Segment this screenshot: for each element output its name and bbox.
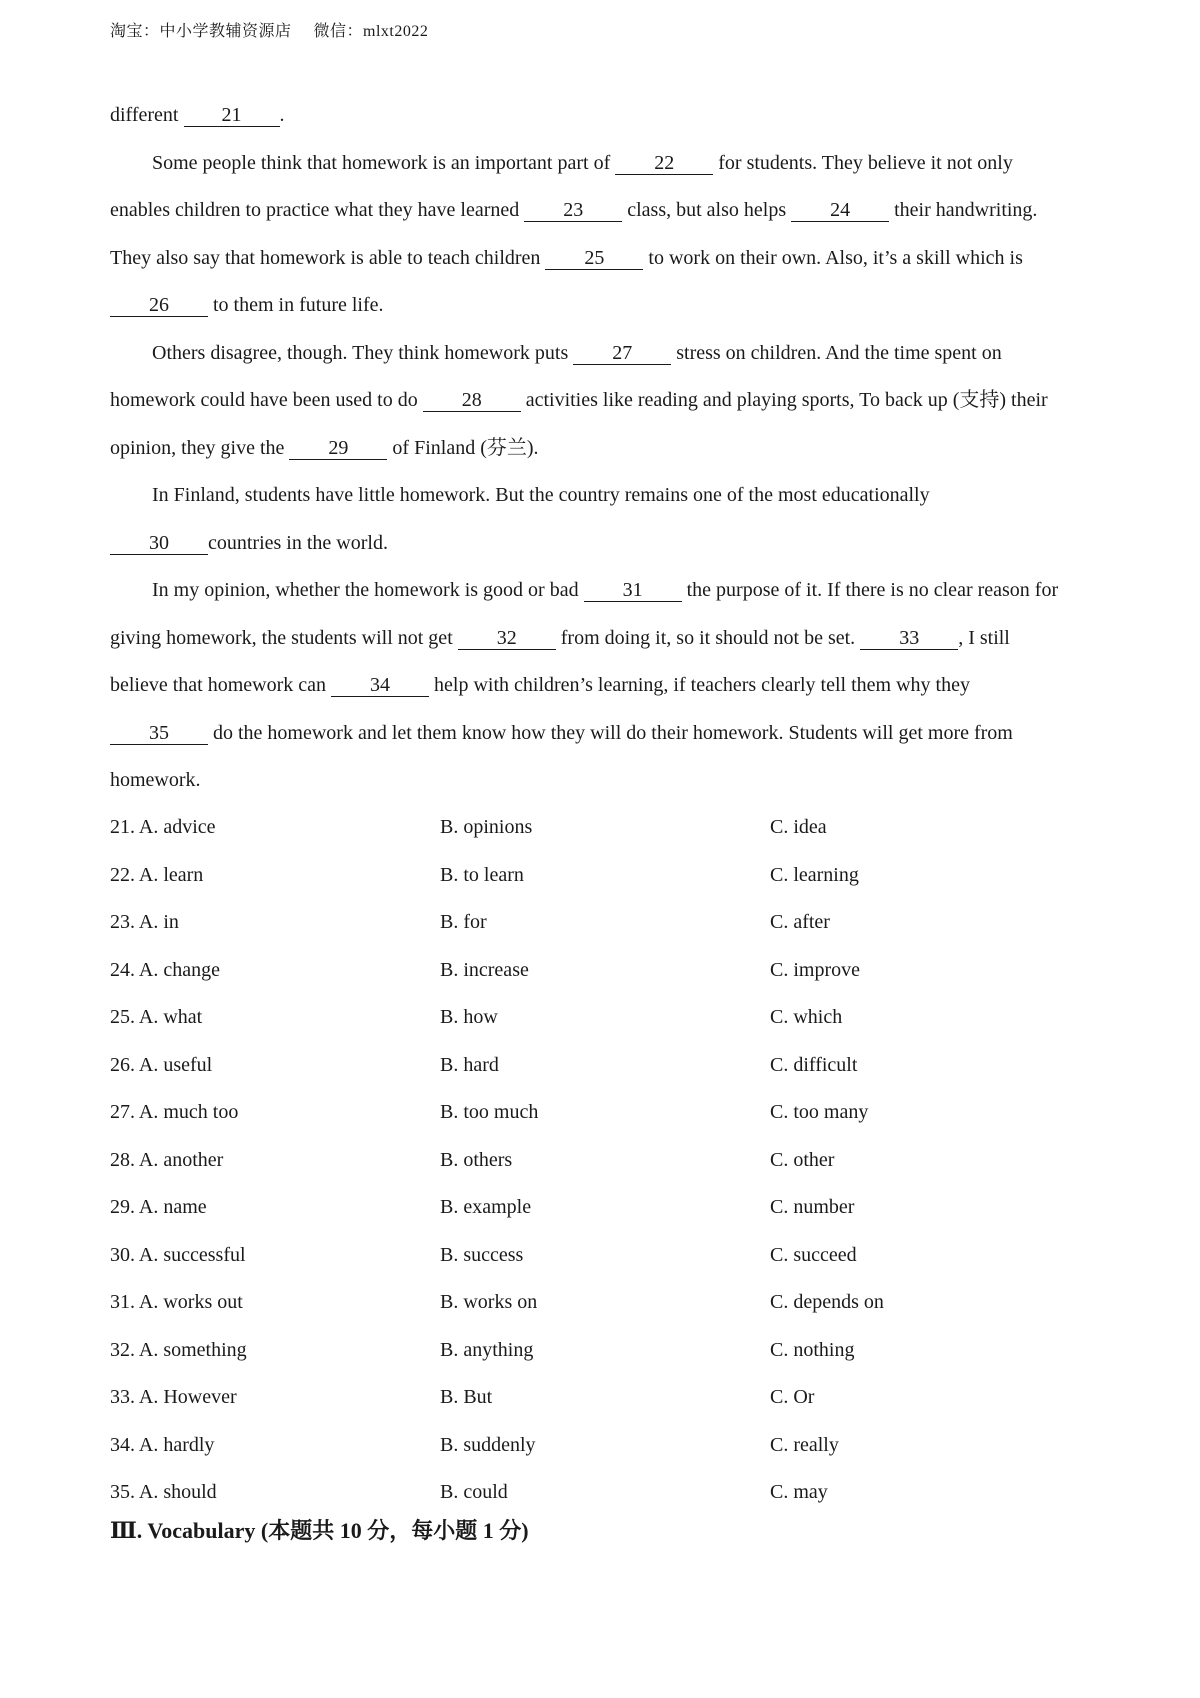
option-b: B. works on bbox=[440, 1291, 538, 1313]
passage-text: believe that homework can bbox=[110, 674, 332, 696]
option-b: B. others bbox=[440, 1148, 513, 1171]
passage-text: different bbox=[110, 104, 184, 126]
passage-text: enables children to practice what they have learned bbox=[110, 199, 525, 221]
passage-text: of Finland (芬兰). bbox=[387, 436, 539, 459]
option-b: B. opinions bbox=[440, 816, 533, 838]
option-c: C. difficult bbox=[770, 1053, 858, 1076]
option-b: B. suddenly bbox=[440, 1433, 536, 1456]
option-a: 32. A. something bbox=[110, 1338, 247, 1361]
wechat-label: 微信：mlxt2022 bbox=[313, 23, 429, 40]
passage-text: class, but also helps bbox=[622, 199, 792, 221]
passage-line bbox=[110, 662, 1100, 710]
option-b: B. too much bbox=[440, 1101, 539, 1123]
passage-text: , I still bbox=[958, 626, 1010, 649]
option-a: 29. A. name bbox=[110, 1196, 207, 1218]
cloze-passage bbox=[110, 92, 1100, 805]
option-row bbox=[110, 1137, 1100, 1185]
passage-text: do the homework and let them know how they will do their homework. Students will get more from bbox=[208, 721, 1013, 744]
blank-21: 21 bbox=[184, 104, 280, 127]
option-row bbox=[110, 1469, 1100, 1517]
passage-text: the purpose of it. If there is no clear reason for bbox=[681, 579, 1059, 601]
option-row bbox=[110, 1089, 1100, 1137]
passage-text: . bbox=[279, 104, 285, 126]
option-a: 34. A. hardly bbox=[110, 1433, 215, 1456]
blank-28: 28 bbox=[423, 389, 521, 412]
blank-30: 30 bbox=[110, 532, 208, 555]
passage-text: opinion, they give the bbox=[110, 436, 290, 459]
passage-line bbox=[110, 615, 1100, 663]
option-c: C. nothing bbox=[770, 1338, 855, 1361]
option-c: C. other bbox=[770, 1148, 835, 1171]
section-heading: Ⅲ. Vocabulary (本题共 10 分，每小题 1 分) bbox=[110, 1518, 529, 1543]
passage-text: from doing it, so it should not be set. bbox=[555, 626, 861, 649]
option-b: B. But bbox=[440, 1386, 493, 1408]
option-c: C. learning bbox=[770, 863, 859, 886]
passage-text: In Finland, students have little homework. But the country remains one of the most educationally bbox=[152, 484, 930, 506]
option-b: B. for bbox=[440, 911, 487, 933]
passage-text: for students. They believe it not only bbox=[713, 151, 1013, 174]
option-a: 26. A. useful bbox=[110, 1053, 213, 1076]
option-a: 28. A. another bbox=[110, 1148, 224, 1171]
passage-line bbox=[110, 520, 1100, 568]
shop-label: 淘宝：中小学教辅资源店 bbox=[110, 23, 292, 40]
blank-23: 23 bbox=[524, 199, 622, 222]
option-a: 21. A. advice bbox=[110, 816, 216, 838]
passage-line bbox=[110, 140, 1100, 188]
option-c: C. number bbox=[770, 1196, 855, 1218]
option-row bbox=[110, 1327, 1100, 1375]
passage-text: stress on children. And the time spent on bbox=[671, 341, 1002, 364]
blank-27: 27 bbox=[573, 342, 671, 365]
passage-line bbox=[110, 710, 1100, 758]
option-row bbox=[110, 994, 1100, 1042]
option-a: 22. A. learn bbox=[110, 863, 204, 886]
option-row bbox=[110, 1184, 1100, 1232]
passage-text: They also say that homework is able to teach children bbox=[110, 246, 546, 269]
page-header bbox=[110, 18, 428, 41]
blank-32: 32 bbox=[458, 627, 556, 650]
passage-text: help with children’s learning, if teachers clearly tell them why they bbox=[429, 674, 970, 696]
blank-22: 22 bbox=[615, 152, 713, 175]
blank-25: 25 bbox=[545, 247, 643, 270]
option-a: 33. A. However bbox=[110, 1386, 237, 1408]
passage-line bbox=[110, 425, 1100, 473]
option-row bbox=[110, 1374, 1100, 1422]
option-row bbox=[110, 1422, 1100, 1470]
option-c: C. succeed bbox=[770, 1243, 857, 1266]
passage-line bbox=[110, 567, 1100, 615]
option-b: B. example bbox=[440, 1196, 532, 1218]
passage-text: activities like reading and playing sports, To back up (支持) their bbox=[520, 389, 1048, 411]
option-c: C. after bbox=[770, 911, 830, 933]
blank-35: 35 bbox=[110, 722, 208, 745]
passage-text: giving homework, the students will not get bbox=[110, 626, 458, 649]
option-b: B. increase bbox=[440, 958, 529, 981]
option-b: B. success bbox=[440, 1243, 524, 1266]
passage-text: their handwriting. bbox=[889, 199, 1038, 221]
passage-text: Some people think that homework is an important part of bbox=[152, 151, 616, 174]
passage-text: to work on their own. Also, it’s a skill which is bbox=[643, 246, 1023, 269]
option-row bbox=[110, 1042, 1100, 1090]
option-b: B. to learn bbox=[440, 863, 524, 886]
blank-31: 31 bbox=[584, 579, 682, 602]
passage-text: to them in future life. bbox=[208, 294, 384, 316]
blank-34: 34 bbox=[331, 674, 429, 697]
option-c: C. may bbox=[770, 1481, 828, 1503]
passage-text: In my opinion, whether the homework is good or bad bbox=[152, 579, 584, 601]
passage-line bbox=[110, 235, 1100, 283]
passage-line bbox=[110, 472, 1100, 520]
option-a: 24. A. change bbox=[110, 958, 220, 981]
blank-29: 29 bbox=[289, 437, 387, 460]
option-c: C. really bbox=[770, 1433, 839, 1456]
option-row bbox=[110, 1279, 1100, 1327]
option-a: 23. A. in bbox=[110, 911, 179, 933]
blank-26: 26 bbox=[110, 294, 208, 317]
option-row bbox=[110, 899, 1100, 947]
passage-text: countries in the world. bbox=[208, 531, 388, 554]
option-row bbox=[110, 947, 1100, 995]
passage-line bbox=[110, 282, 1100, 330]
options-list bbox=[110, 804, 1100, 1517]
option-b: B. anything bbox=[440, 1338, 534, 1361]
option-a: 30. A. successful bbox=[110, 1243, 246, 1266]
passage-text: Others disagree, though. They think homework puts bbox=[152, 341, 574, 364]
option-b: B. hard bbox=[440, 1053, 499, 1076]
option-row bbox=[110, 852, 1100, 900]
option-b: B. could bbox=[440, 1481, 508, 1503]
blank-24: 24 bbox=[791, 199, 889, 222]
option-row bbox=[110, 804, 1100, 852]
option-a: 25. A. what bbox=[110, 1006, 203, 1028]
passage-line bbox=[110, 377, 1100, 425]
option-a: 27. A. much too bbox=[110, 1101, 239, 1123]
passage-text: homework. bbox=[110, 769, 201, 791]
option-row bbox=[110, 1232, 1100, 1280]
option-c: C. too many bbox=[770, 1101, 869, 1123]
option-b: B. how bbox=[440, 1006, 498, 1028]
option-c: C. idea bbox=[770, 816, 827, 838]
option-a: 31. A. works out bbox=[110, 1291, 243, 1313]
option-c: C. improve bbox=[770, 958, 860, 981]
option-c: C. depends on bbox=[770, 1291, 884, 1313]
passage-line bbox=[110, 187, 1100, 235]
blank-33: 33 bbox=[860, 627, 958, 650]
passage-line bbox=[110, 92, 1100, 140]
passage-line bbox=[110, 330, 1100, 378]
option-c: C. Or bbox=[770, 1386, 815, 1408]
option-a: 35. A. should bbox=[110, 1481, 217, 1503]
passage-text: homework could have been used to do bbox=[110, 389, 423, 411]
passage-line bbox=[110, 757, 1100, 805]
option-c: C. which bbox=[770, 1006, 843, 1028]
